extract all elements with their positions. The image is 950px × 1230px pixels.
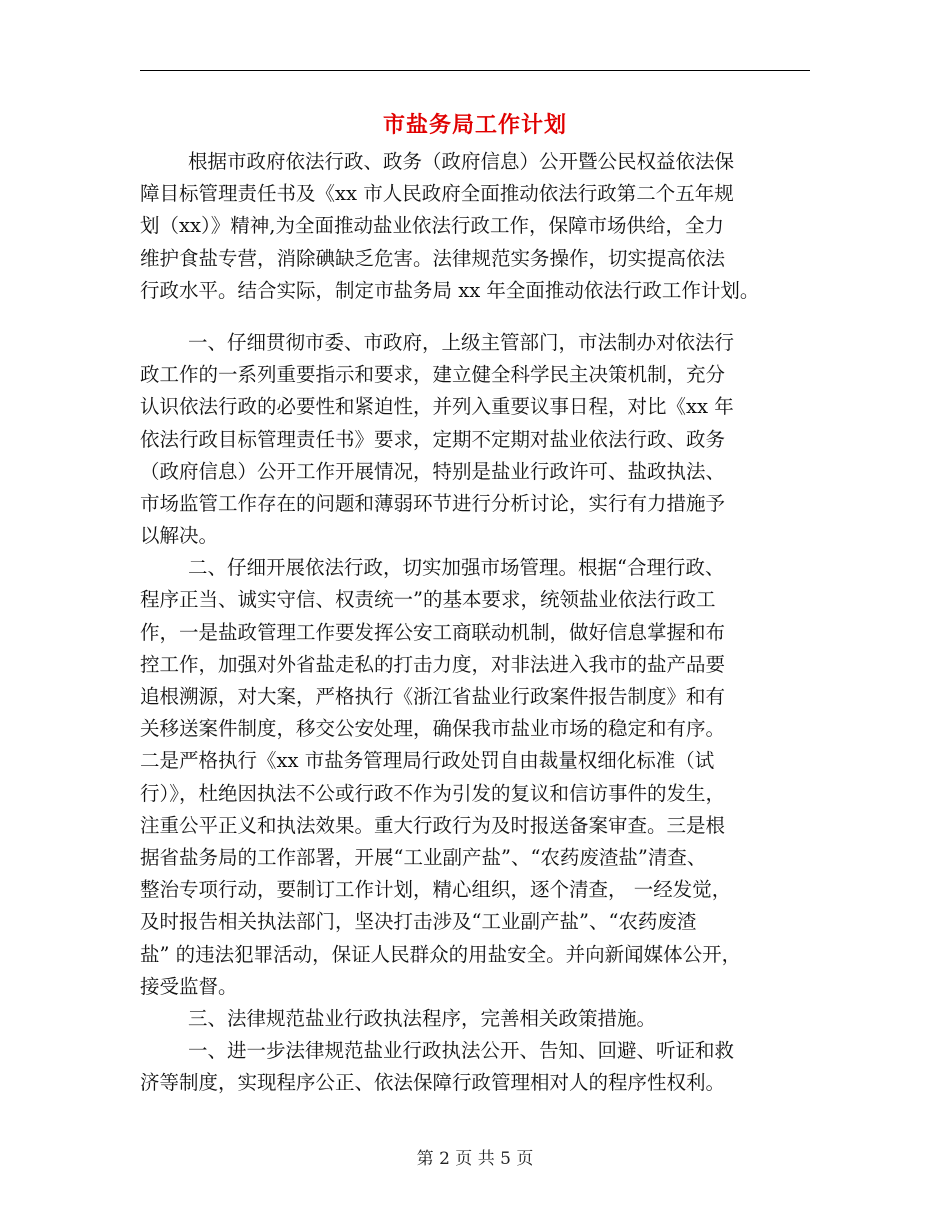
page-number-footer: 第 2 页 共 5 页: [416, 1149, 534, 1169]
text-line: 控工作，加强对外省盐走私的打击力度，对非法进入我市的盐产品要: [140, 652, 726, 676]
text-line: 程序正当、诚实守信、权责统一”的基本要求，统领盐业依法行政工: [140, 588, 716, 612]
text-line: 认识依法行政的必要性和紧迫性，并列入重要议事日程，对比《xx 年: [140, 395, 734, 419]
text-line: 政工作的一系列重要指示和要求，建立健全科学民主决策机制，充分: [140, 363, 726, 387]
header-rule: [140, 70, 810, 71]
text-line: 行政水平。结合实际，制定市盐务局 xx 年全面推动依法行政工作计划。: [140, 278, 760, 302]
text-line: 依法行政目标管理责任书》要求，定期不定期对盐业依法行政、政务: [140, 427, 726, 451]
text-line: 整治专项行动，要制订工作计划，精心组织，逐个清查， 一经发觉，: [140, 878, 732, 902]
text-line: 根据市政府依法行政、政务（政府信息）公开暨公民权益依法保: [188, 150, 735, 173]
text-line: 划（xx）》精神,为全面推动盐业依法行政工作，保障市场供给，全力: [140, 214, 724, 238]
paragraph-gap: [140, 307, 810, 327]
document-body: [140, 146, 810, 1099]
text-line: 行）》，杜绝因执法不公或行政不作为引发的复议和信访事件的发生，: [140, 781, 726, 805]
text-line: 障目标管理责任书及《xx 市人民政府全面推动依法行政第二个五年规: [140, 182, 734, 206]
text-line: 注重公平正义和执法效果。重大行政行为及时报送备案审查。三是根: [140, 813, 726, 837]
text-line: 以解决。: [140, 524, 219, 548]
text-line: 关移送案件制度，移交公安处理，确保我市盐业市场的稳定和有序。: [140, 717, 726, 741]
text-line: 济等制度，实现程序公正、依法保障行政管理相对人的程序性权利。: [140, 1071, 726, 1095]
text-line: 追根溯源，对大案，严格执行《浙江省盐业行政案件报告制度》和有: [140, 685, 726, 708]
text-line: 三、法律规范盐业行政执法程序，完善相关政策措施。: [188, 1006, 657, 1030]
text-line: 一、仔细贯彻市委、市政府，上级主管部门，市法制办对依法行: [188, 330, 735, 354]
text-line: 二是严格执行《xx 市盐务管理局行政处罚自由裁量权细化标准（试: [140, 749, 715, 773]
text-line: 接受监督。: [140, 974, 238, 998]
text-line: 维护食盐专营，消除碘缺乏危害。法律规范实务操作，切实提高依法: [140, 246, 726, 270]
text-line: 作，一是盐政管理工作要发挥公安工商联动机制，做好信息掌握和布: [140, 620, 726, 644]
text-line: 二、仔细开展依法行政，切实加强市场管理。根据“合理行政、: [188, 556, 725, 580]
text-line: 市场监管工作存在的问题和薄弱环节进行分析讨论，实行有力措施予: [140, 491, 726, 515]
text-line: 一、进一步法律规范盐业行政执法公开、告知、回避、听证和救: [188, 1039, 735, 1063]
text-line: 据省盐务局的工作部署，开展“工业副产盐”、“农药废渣盐”清查、: [140, 845, 707, 869]
text-line: （政府信息）公开工作开展情况，特别是盐业行政许可、盐政执法、: [140, 459, 726, 483]
text-line: 及时报告相关执法部门，坚决打击涉及“工业副产盐”、“农药废渣: [140, 910, 697, 934]
document-title: 市盐务局工作计划: [382, 112, 567, 138]
text-line: 盐” 的违法犯罪活动，保证人民群众的用盐安全。并向新闻媒体公开，: [140, 942, 742, 966]
